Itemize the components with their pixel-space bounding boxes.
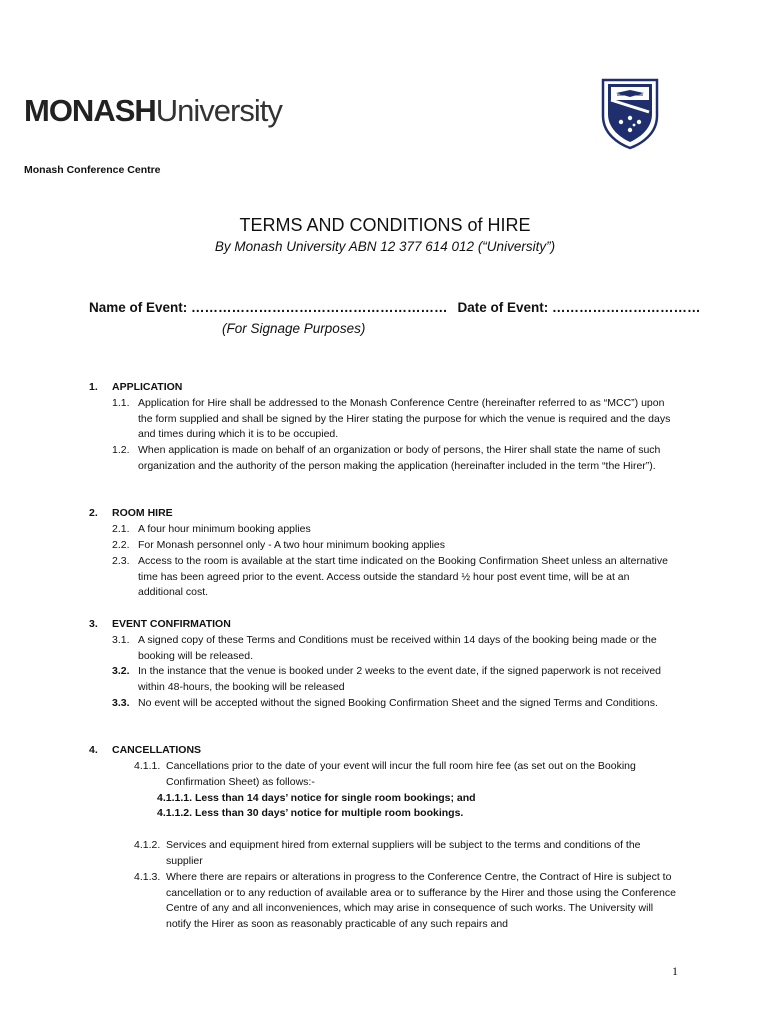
clause: 1.2. When application is made on behalf of an organization or body of persons, the Hirer shall state the name of such organization and the authority of the person making the application (hereinafter included in the term “the Hirer”). xyxy=(112,444,661,472)
clause: 1.1. Application for Hire shall be addressed to the Monash Conference Centre (hereinafter referred to as “MCC”) upon the form supplied and shall be signed by the Hirer stating the purpose for which the venue is required and the days and times during which it is to be occupied. xyxy=(112,397,671,441)
document-title: TERMS AND CONDITIONS of HIRE xyxy=(239,215,531,235)
section-heading: 1. xyxy=(89,381,98,393)
clause: 4.1.3. Where there are repairs or alterations in progress to the Conference Centre, the Contract of Hire is subject to cancellation or to any reduction of available area or to sufferance by the Hirer and those using the Conference Centre of any and all inconveniences, which may arise in consequence of such works. The University will notify the Hirer as soon as reasonably practicable of any such repairs and xyxy=(134,871,676,931)
section-title: CANCELLATIONS xyxy=(112,744,202,756)
event-fields xyxy=(89,300,701,315)
clause: 3.2. In the instance that the venue is booked under 2 weeks to the event date, if the signed paperwork is not received within 48-hours, the booking will be released xyxy=(112,665,662,693)
document-subtitle: By Monash University ABN 12 377 614 012 (“University”) xyxy=(214,239,556,254)
clause: 3.1. A signed copy of these Terms and Conditions must be received within 14 days of the booking being made or the booking will be released. xyxy=(112,634,657,662)
monash-university-logo: MONASHUniversity xyxy=(24,93,282,128)
section-title: EVENT CONFIRMATION xyxy=(112,618,231,630)
sub-clause: 4.1.1.1. Less than 14 days’ notice for single room bookings; and xyxy=(157,792,476,804)
clause: 2.2. For Monash personnel only - A two hour minimum booking applies xyxy=(112,539,445,551)
section-number: 2. xyxy=(89,507,98,519)
monash-crest-icon xyxy=(601,78,659,150)
page-number: 1 xyxy=(672,964,678,978)
conference-centre-name: Monash Conference Centre xyxy=(24,164,161,176)
sub-clause: 4.1.1.2. Less than 30 days’ notice for multiple room bookings. xyxy=(157,807,464,819)
section-title: APPLICATION xyxy=(112,381,183,393)
clause: 2.3. Access to the room is available at the start time indicated on the Booking Confirmation Sheet unless an alternative time has been agreed prior to the event. Access outside the standard ½ hour post event time, will be at an additional cost. xyxy=(112,555,668,599)
signage-note: (For Signage Purposes) xyxy=(222,321,366,336)
clause: 4.1.2. Services and equipment hired from external suppliers will be subject to the terms and conditions of the supplier xyxy=(134,839,641,867)
section-number: 3. xyxy=(89,618,98,630)
section-title: ROOM HIRE xyxy=(112,507,173,519)
date-of-event-field: Date of Event: …………………………… xyxy=(457,300,701,315)
name-of-event-field: Name of Event: ………………………………………………… xyxy=(89,300,448,315)
clause: 2.1. A four hour minimum booking applies xyxy=(112,523,311,535)
clause: 4.1.1. Cancellations prior to the date of your event will incur the full room hire fee (as set out on the Booking Confirmation Sheet) as follows:- xyxy=(134,760,636,788)
clause: 3.3. No event will be accepted without the signed Booking Confirmation Sheet and the signed Terms and Conditions. xyxy=(112,697,658,709)
section-number: 4. xyxy=(89,744,98,756)
